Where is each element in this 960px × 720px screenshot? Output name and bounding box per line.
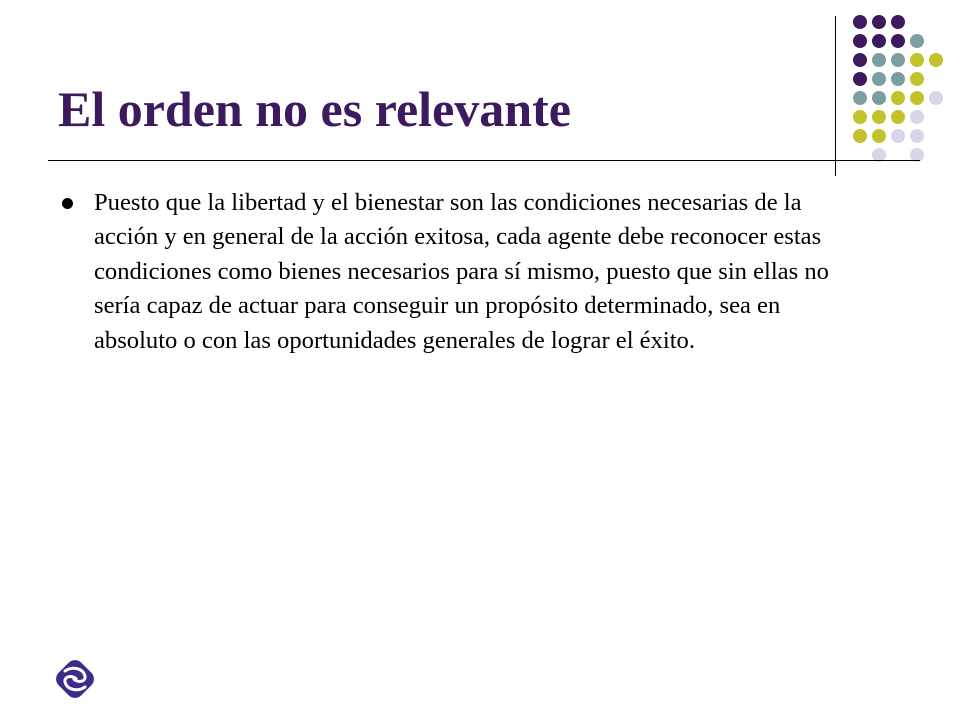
decorative-dot	[853, 53, 867, 67]
slide-title: El orden no es relevante	[58, 81, 571, 137]
decorative-dot	[910, 34, 924, 48]
decorative-dot	[929, 91, 943, 105]
decorative-dot	[872, 129, 886, 143]
decorative-dot	[910, 129, 924, 143]
decorative-dot	[891, 110, 905, 124]
decorative-dot	[853, 110, 867, 124]
decorative-dot	[872, 34, 886, 48]
decorative-dot	[872, 110, 886, 124]
decorative-dot	[853, 72, 867, 86]
decorative-dot	[872, 53, 886, 67]
bullet-list	[60, 186, 860, 358]
decorative-dot	[853, 15, 867, 29]
decorative-dot	[891, 34, 905, 48]
decorative-dot	[872, 72, 886, 86]
decorative-dot	[853, 34, 867, 48]
decorative-dot	[910, 53, 924, 67]
decorative-dot	[872, 91, 886, 105]
bullet-icon	[62, 198, 73, 209]
decorative-dot	[910, 110, 924, 124]
bullet-item	[60, 186, 860, 358]
decorative-dot	[891, 91, 905, 105]
decorative-dot	[929, 53, 943, 67]
decorative-dot	[891, 129, 905, 143]
decorative-dot	[891, 53, 905, 67]
decorative-dot	[853, 91, 867, 105]
vertical-divider	[835, 16, 836, 176]
institution-logo-icon	[50, 654, 100, 704]
decorative-dot	[910, 72, 924, 86]
decorative-dot	[853, 129, 867, 143]
decorative-dot	[872, 15, 886, 29]
title-underline	[48, 160, 920, 161]
decorative-dot	[891, 72, 905, 86]
decorative-dot	[891, 15, 905, 29]
bullet-text: Puesto que la libertad y el bienestar son las condiciones necesarias de la acción y en general de la acción exitosa, cada agente debe reconocer estas condiciones como bienes necesarios para sí mismo, puesto que sin ellas no sería capaz de actuar para conseguir un propósito determinado, sea en absoluto o con las oportunidades generales de lograr el éxito.	[94, 189, 829, 354]
decorative-dot	[910, 91, 924, 105]
